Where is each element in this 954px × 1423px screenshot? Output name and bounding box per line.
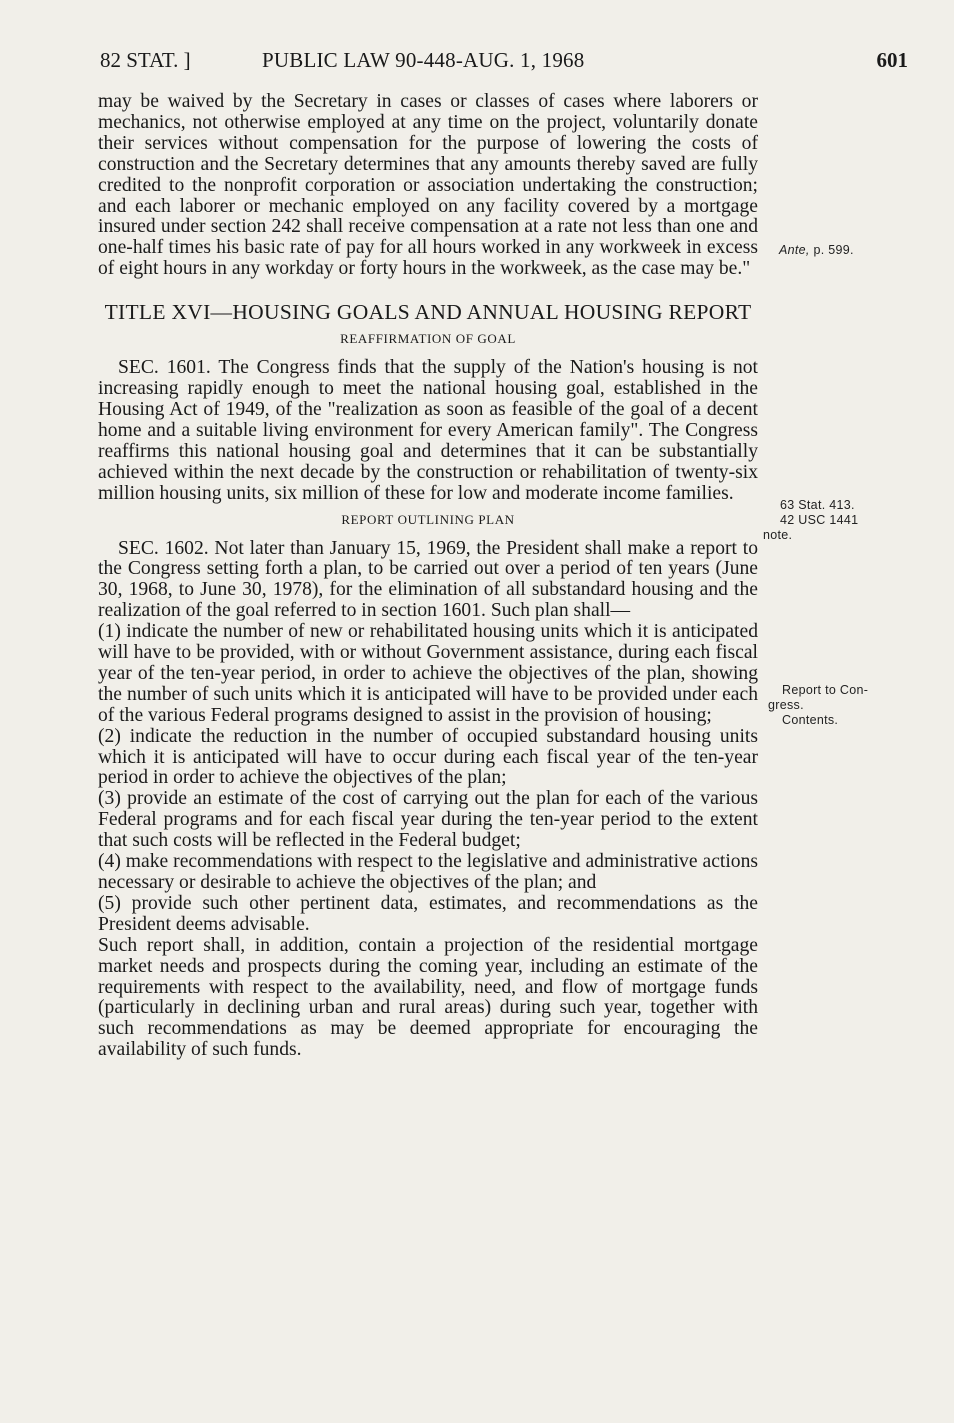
title-heading: TITLE XVI—HOUSING GOALS AND ANNUAL HOUSING REPORT	[104, 300, 752, 325]
continued-paragraph: may be waived by the Secretary in cases or classes of cases where laborers or mechanics, not otherwise employed at any time on the project, voluntarily donate their services without compensation for the purpose of lowering the costs of construction and the Secretary determines that any amounts thereby saved are fully credited to the nonprofit corporation or association undertaking the construction; and each laborer or mechanic employed on any facility covered by a mortgage insured under section 242 shall receive compensation at a rate not less than one and one-half times his basic rate of pay for all hours worked in any workweek in excess of eight hours in any workday or forty hours in the workweek, as the case may be."	[98, 91, 758, 280]
body-text	[98, 92, 758, 1061]
statute-volume: 82 STAT. ]	[100, 48, 191, 72]
margin-note-ante	[779, 243, 854, 258]
list-item-5: (5) provide such other pertinent data, estimates, and recommendations as the President deems advisable.	[98, 892, 758, 935]
page-header	[100, 48, 908, 76]
running-title: PUBLIC LAW 90-448-AUG. 1, 1968	[262, 48, 585, 72]
list-item-3: (3) provide an estimate of the cost of carrying out the plan for each of the various Federal programs and for each fiscal year during the ten-year period to the extent that such costs will be reflected in the Federal budget;	[98, 788, 758, 852]
section-1602: SEC. 1602. Not later than January 15, 1969, the President shall make a report to the Congress setting forth a plan, to be carried out over a period of ten years (June 30, 1968, to June 30, 1978), for the elimination of all substandard housing and the realization of the goal referred to in section 1601. Such plan shall—	[98, 537, 758, 622]
list-item-4: (4) make recommendations with respect to the legislative and administrative actions necessary or desirable to achieve the objectives of the plan; and	[98, 851, 758, 893]
margin-note-report-line3: Contents.	[782, 713, 839, 727]
closing-paragraph: Such report shall, in addition, contain a projection of the residential mortgage market needs and prospects during the coming year, including an estimate of the requirements with respect to the availability, need, and flow of mortgage funds (particularly in declining urban and rural areas) during such year, together with such recommendations as may be deemed appropriate for encouraging the availability of such funds.	[98, 934, 758, 1061]
margin-note-ante-italic: Ante,	[779, 243, 810, 257]
list-item-1: (1) indicate the number of new or rehabilitated housing units which it is anticipated will have to be provided, with or without Government assistance, during each fiscal year of the ten-year period, in order to achieve the objectives of the plan, showing the number of such units which it is anticipated will have to be provided under each of the various Federal programs designed to assist in the provision of housing;	[98, 621, 758, 726]
subheading-report-plan: REPORT OUTLINING PLAN	[341, 511, 515, 527]
margin-note-report	[768, 683, 898, 728]
margin-note-citation	[763, 498, 883, 543]
list-item-2: (2) indicate the reduction in the number of occupied substandard housing units which it is anticipated will have to occur during each fiscal year of the ten-year period in order to achieve the objectives of the plan;	[98, 725, 758, 789]
margin-note-citation-line2: 42 USC 1441	[780, 513, 859, 527]
margin-note-report-line1: Report to Con-	[782, 683, 869, 697]
margin-note-ante-page: p. 599.	[809, 243, 854, 257]
margin-note-citation-line3: note.	[763, 528, 793, 542]
subheading-reaffirmation: REAFFIRMATION OF GOAL	[340, 331, 516, 347]
margin-note-report-line2: gress.	[768, 698, 804, 712]
section-1601: SEC. 1601. The Congress finds that the supply of the Nation's housing is not increasing rapidly enough to meet the national housing goal, established in the Housing Act of 1949, of the "realization as soon as feasible of the goal of a decent home and a suitable living environment for every American family". The Congress reaffirms this national housing goal and determines that it can be substantially achieved within the next decade by the construction or rehabilitation of twenty-six million housing units, six million of these for low and moderate income families.	[98, 357, 758, 504]
page-number: 601	[876, 48, 908, 72]
margin-note-citation-line1: 63 Stat. 413.	[780, 498, 855, 512]
